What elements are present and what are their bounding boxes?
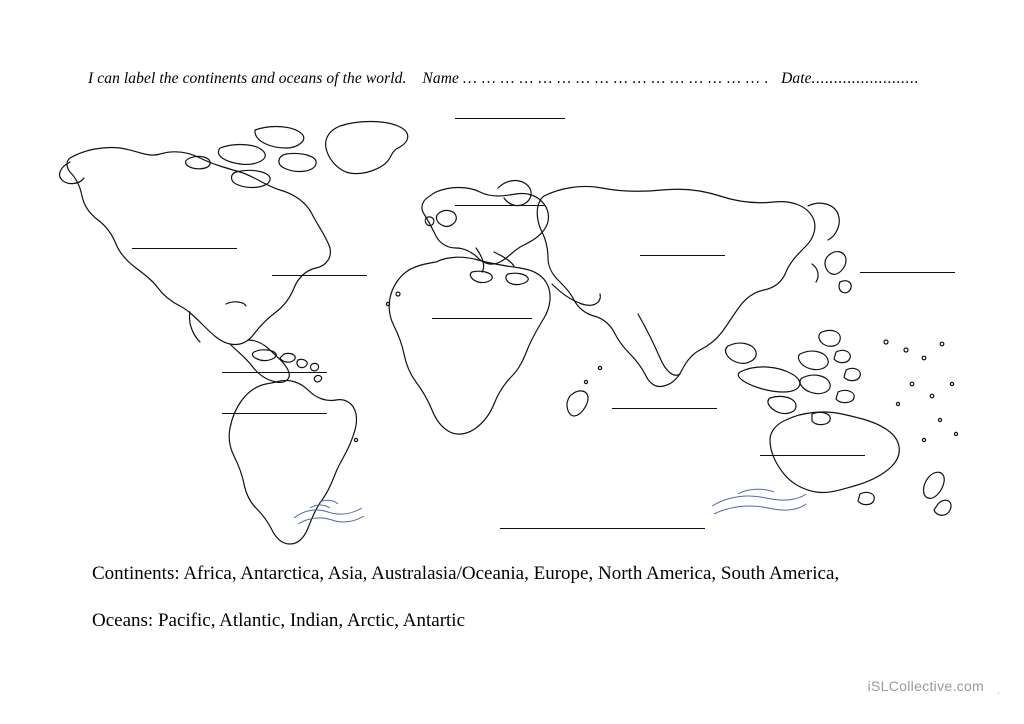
name-blank[interactable]: … … … … … … … … … … … … … … … … . xyxy=(462,70,770,87)
blank-arctic-ocean[interactable] xyxy=(455,118,565,119)
worksheet-header xyxy=(88,70,948,88)
blank-australasia[interactable] xyxy=(760,455,865,456)
islcollective-watermark: iSLCollective.com xyxy=(867,678,984,694)
blank-asia[interactable] xyxy=(640,255,725,256)
blank-atlantic-ocean-north[interactable] xyxy=(272,275,367,276)
blank-pacific-ocean-east[interactable] xyxy=(860,272,955,273)
continents-wordbank-text: Continents: Africa, Antarctica, Asia, Australasia/Oceania, Europe, North America, South America, xyxy=(92,563,840,584)
blank-indian-ocean[interactable] xyxy=(612,408,717,409)
worksheet-title: I can label the continents and oceans of the world. xyxy=(88,70,407,87)
date-blank[interactable]: ........................ xyxy=(811,70,920,87)
oceans-wordbank-text: Oceans: Pacific, Atlantic, Indian, Arctic, Antartic xyxy=(92,610,466,631)
blank-atlantic-ocean-south[interactable] xyxy=(222,413,327,414)
blank-north-america[interactable] xyxy=(132,248,237,249)
oceans-wordbank xyxy=(92,610,465,632)
world-map-outline xyxy=(40,96,1000,546)
watermark-dot: . xyxy=(996,682,1000,697)
blank-antarctic-ocean[interactable] xyxy=(500,528,705,529)
blank-europe[interactable] xyxy=(455,205,545,206)
antarctic-scribble-right xyxy=(708,486,808,530)
continents-wordbank xyxy=(92,563,839,585)
world-map xyxy=(40,96,1000,546)
blank-south-america[interactable] xyxy=(222,372,327,373)
name-label: Name xyxy=(422,70,459,87)
antarctic-scribble-left xyxy=(290,496,370,536)
blank-africa[interactable] xyxy=(432,318,532,319)
date-label: Date xyxy=(781,70,812,87)
